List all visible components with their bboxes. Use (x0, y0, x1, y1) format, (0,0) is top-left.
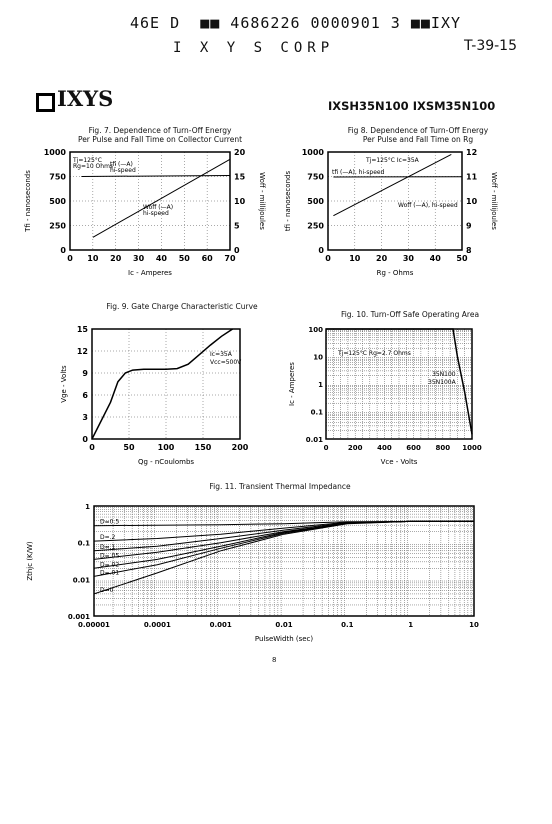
fig11-ylabel: Zthjc (K/W) (26, 541, 34, 581)
fig7-ytick-1: 250 (49, 221, 66, 231)
fig8-ytick-3: 750 (307, 172, 324, 182)
fig10-xtick-5: 1000 (462, 444, 482, 452)
fig11-xlabel: PulseWidth (sec) (254, 635, 314, 643)
fig8-y2tick-2: 10 (466, 197, 478, 206)
fig9-ytick-3: 9 (82, 369, 88, 378)
fig7-ytick-0: 0 (60, 246, 66, 255)
fig10-xtick-4: 800 (435, 444, 451, 452)
part-numbers: IXSH35N100 IXSM35N100 (328, 99, 496, 113)
page-number: 8 (272, 656, 277, 664)
fig8-xtick-3: 30 (402, 254, 414, 263)
fig10-xtick-2: 400 (377, 444, 392, 452)
fig9-ytick-5: 15 (76, 325, 88, 334)
fig10-title: Fig. 10. Turn-Off Safe Operating Area (340, 310, 480, 319)
fig11-series-label-3: D=.05 (100, 552, 120, 560)
fig7-series-tfi (81, 176, 230, 177)
document-reference: T-39-15 (464, 38, 517, 54)
fig7-xtick-0: 0 (67, 254, 73, 263)
fig7-ann-rg: Rg=10 Ohms (73, 163, 114, 170)
fig7-ann-tj: Tj=125°C (73, 157, 103, 164)
fig10-xlabel: Vce - Volts (380, 458, 418, 466)
fig8-ann-tfi: tfi (—A), hi-speed (332, 169, 385, 176)
fig11-title: Fig. 11. Transient Thermal Impedance (209, 482, 351, 491)
fig7-xtick-1: 10 (87, 254, 99, 263)
fig7-y2tick-1: 5 (234, 221, 240, 231)
fig10-ytick-4: 100 (308, 326, 323, 334)
fig11-series-label-4: D=.02 (100, 561, 120, 569)
fig7-ylabel: Tfi - nanoseconds (24, 170, 32, 232)
fig7-y2label: Woff - millijoules (258, 172, 266, 230)
fig9-xtick-0: 0 (89, 443, 95, 452)
fig7-xtick-6: 60 (201, 254, 213, 263)
fig8-y2tick-3: 11 (466, 172, 478, 182)
fig11-xtick-4: 0.1 (341, 621, 354, 629)
fig10-ytick-0: 0.01 (305, 436, 323, 444)
fig11-xtick-2: 0.001 (209, 621, 232, 629)
fig8-y2tick-4: 12 (466, 148, 478, 157)
fig11-xtick-0: 0.00001 (78, 621, 110, 629)
fig11-ytick-1: 0.01 (72, 576, 90, 585)
fig10-xtick-1: 200 (347, 444, 363, 452)
fig8-ytick-4: 1000 (301, 148, 324, 157)
fig7-title: Fig. 7. Dependence of Turn-Off Energy Per Pulse and Fall Time on Collector Current (77, 126, 243, 144)
fig8-ylabel: tfi - nanoseconds (284, 170, 292, 232)
fig11-xtick-5: 1 (408, 621, 414, 629)
fig9-ytick-0: 0 (82, 435, 88, 444)
fig7-ann-woff: Woff (—A) (143, 204, 174, 211)
fig9-xtick-3: 150 (194, 443, 212, 452)
fig7-xtick-4: 40 (155, 254, 167, 263)
fig7-ytick-3: 750 (49, 172, 66, 182)
fig11-xtick-3: 0.01 (275, 621, 293, 629)
fig9-ytick-4: 12 (76, 347, 88, 356)
fig10-ytick-1: 0.1 (310, 408, 323, 417)
fig9-ann-ic: Ic=35A (210, 351, 232, 358)
fig10-ann-conditions: Tj=125°C Rg=2.7 Ohms (338, 350, 411, 357)
fig8-xtick-1: 10 (349, 254, 361, 263)
fig8-ytick-2: 500 (307, 197, 324, 206)
fig7-ann-tfi: tfi (—A) (110, 161, 133, 168)
fig10-ann-35n100a: 35N100A (428, 379, 456, 386)
fig11-series-label-6: D=0 (100, 586, 114, 594)
fig8-xtick-2: 20 (376, 254, 388, 263)
fig11-xtick-6: 10 (469, 621, 479, 629)
fig10-xtick-3: 600 (406, 444, 421, 452)
fig8-ytick-1: 250 (307, 221, 324, 231)
fig10-xtick-0: 0 (323, 444, 329, 452)
fig7-ann-tfi-speed: hi-speed (110, 167, 136, 174)
fig10-ann-35n100: 35N100 (432, 371, 456, 378)
fig11-series-label-5: D=.01 (100, 569, 120, 577)
fig7-ytick-4: 1000 (43, 148, 66, 157)
fig7-xtick-7: 70 (224, 254, 236, 263)
fig8-ann-woff: Woff (—A), hi-speed (398, 202, 458, 209)
fig7-y2tick-0: 0 (234, 246, 240, 255)
fig8-ytick-0: 0 (318, 246, 324, 255)
fig7-ytick-2: 500 (49, 197, 66, 206)
fig7-y2tick-2: 10 (234, 197, 246, 206)
fig7-y2tick-3: 15 (234, 172, 246, 182)
fig10-ytick-3: 10 (313, 353, 323, 362)
fig9-title: Fig. 9. Gate Charge Characteristic Curve (106, 302, 258, 311)
fig7-xlabel: Ic - Amperes (128, 269, 172, 277)
fig11-ytick-3: 1 (85, 503, 90, 511)
fig8-y2tick-1: 9 (466, 221, 472, 231)
fig8-xlabel: Rg - Ohms (376, 269, 414, 277)
fig7-y2tick-4: 20 (234, 148, 246, 157)
fig11-ytick-0: 0.001 (67, 613, 90, 621)
fig11-ytick-2: 0.1 (77, 539, 90, 548)
fig11-series-label-1: D=.2 (100, 534, 116, 542)
fig9-ytick-2: 6 (82, 391, 88, 400)
fig7-xtick-2: 20 (110, 254, 122, 263)
fig9-ylabel: Vge - Volts (60, 365, 68, 403)
fig8-xtick-4: 40 (429, 254, 441, 263)
fig8-xtick-0: 0 (325, 254, 331, 263)
fig7-xtick-5: 50 (178, 254, 190, 263)
fig7-xtick-3: 30 (133, 254, 145, 263)
fig9-series-vge (92, 329, 233, 439)
fig11-series-label-0: D=0.5 (100, 518, 120, 526)
fig10-ytick-2: 1 (318, 381, 323, 389)
fig11-series-label-2: D=.1 (100, 543, 116, 551)
fig8-y2label: Woff - millijoules (490, 172, 498, 230)
fig10-ylabel: Ic - Amperes (288, 362, 296, 406)
fig9-xtick-1: 50 (123, 443, 135, 452)
fig9-ann-vcc: Vcc=500V (210, 359, 242, 366)
brand-logo: IXYS (57, 86, 114, 111)
fig9-xtick-2: 100 (157, 443, 175, 452)
fig7-ann-woff-speed: hi-speed (143, 210, 169, 217)
fig8-y2tick-0: 8 (466, 246, 472, 255)
fig9-xtick-4: 200 (231, 443, 249, 452)
fig8-ann-conditions: Tj=125°C Ic=35A (366, 157, 419, 164)
header-corp: I X Y S CORP (173, 40, 335, 56)
fig11-xtick-1: 0.0001 (143, 621, 171, 629)
fig8-title: Fig 8. Dependence of Turn-Off Energy Per Pulse and Fall Time on Rg (347, 126, 489, 144)
fig8-xtick-5: 50 (456, 254, 468, 263)
header-code-line: 46E D ■■ 4686226 0000901 3 ■■IXY (130, 14, 462, 32)
fig9-xlabel: Qg - nCoulombs (137, 458, 195, 466)
fig9-ytick-1: 3 (82, 413, 88, 422)
